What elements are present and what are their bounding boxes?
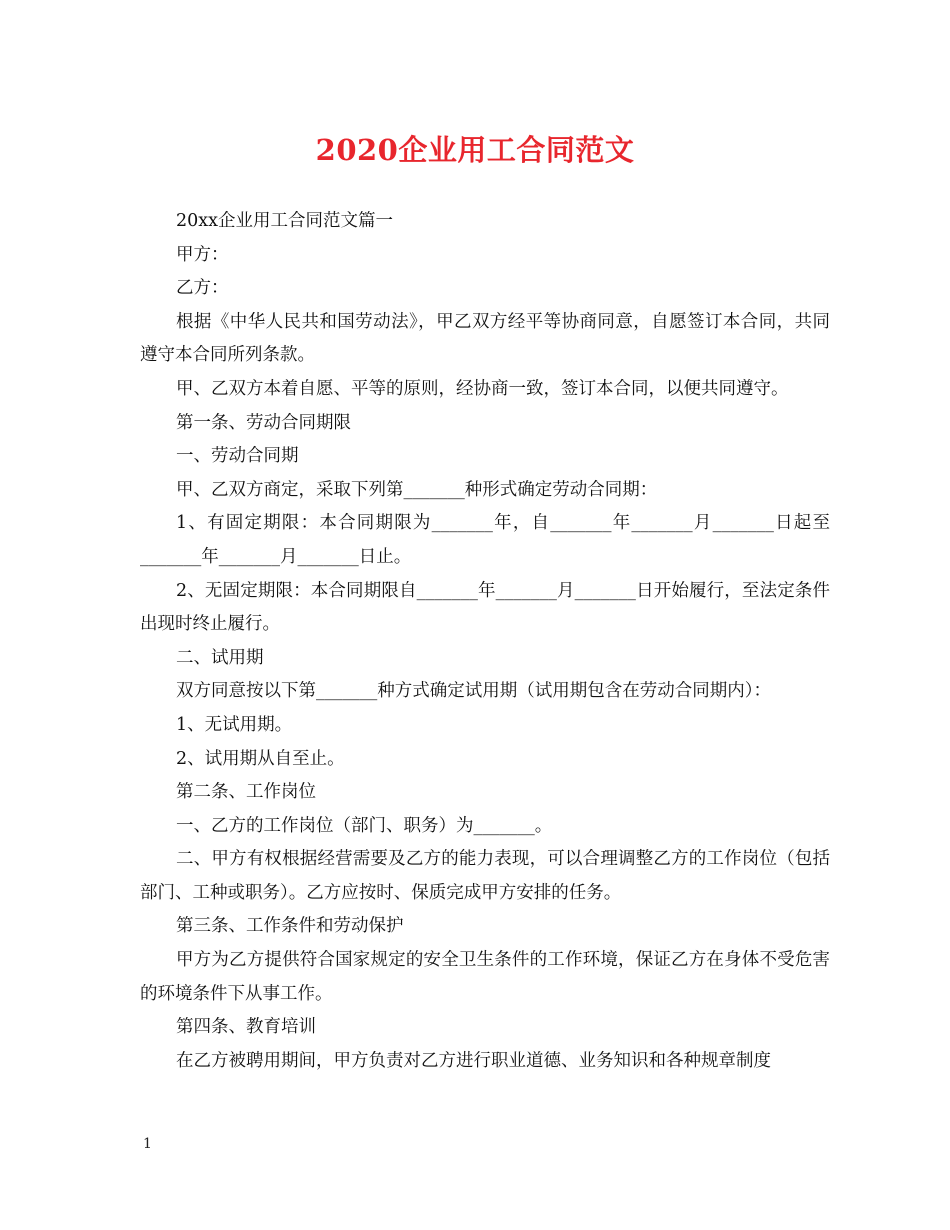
- paragraph: 甲方为乙方提供符合国家规定的安全卫生条件的工作环境，保证乙方在身体不受危害的环境条件下从事工作。: [140, 950, 830, 1004]
- paragraph: 根据《中华人民共和国劳动法》，甲乙双方经平等协商同意，自愿签订本合同，共同遵守本合同所列条款。: [140, 311, 830, 366]
- section-heading: 第四条、教育培训: [176, 1017, 316, 1038]
- paragraph: 二、甲方有权根据经营需要及乙方的能力表现，可以合理调整乙方的工作岗位（包括部门、工种或职务）。乙方应按时、保质完成甲方安排的任务。: [140, 849, 830, 903]
- paragraph: 2、试用期从自至止。: [176, 748, 345, 769]
- section-heading: 第三条、工作条件和劳动保护: [176, 916, 404, 937]
- paragraph: 1、无试用期。: [176, 714, 293, 735]
- paragraph: 甲、乙双方商定，采取下列第_______种形式确定劳动合同期：: [176, 479, 658, 500]
- document-title: 2020企业用工合同范文: [315, 133, 635, 167]
- document-body: [140, 205, 830, 1078]
- paragraph: 在乙方被聘用期间，甲方负责对乙方进行职业道德、业务知识和各种规章制度: [176, 1050, 771, 1071]
- paragraph: 甲方：: [176, 244, 229, 265]
- paragraph: 乙方：: [176, 278, 229, 299]
- paragraph: 双方同意按以下第_______种方式确定试用期（试用期包含在劳动合同期内）：: [176, 681, 771, 702]
- paragraph: 二、试用期: [176, 647, 264, 668]
- paragraph: 一、乙方的工作岗位（部门、职务）为_______。: [176, 815, 553, 836]
- paragraph: 20xx企业用工合同范文篇一: [176, 211, 394, 231]
- paragraph: 1、有固定期限：本合同期限为_______年，自_______年_______月_______日起至_______年_______月_______日止。: [140, 513, 830, 567]
- section-heading: 第二条、工作岗位: [176, 782, 316, 803]
- paragraph: 2、无固定期限：本合同期限自_______年_______月_______日开始履行，至法定条件出现时终止履行。: [140, 580, 830, 635]
- section-heading: 第一条、劳动合同期限: [176, 412, 351, 433]
- paragraph: 甲、乙双方本着自愿、平等的原则，经协商一致，签订本合同，以便共同遵守。: [176, 378, 789, 399]
- paragraph: 一、劳动合同期: [176, 446, 299, 467]
- page-number: 1: [143, 1136, 152, 1152]
